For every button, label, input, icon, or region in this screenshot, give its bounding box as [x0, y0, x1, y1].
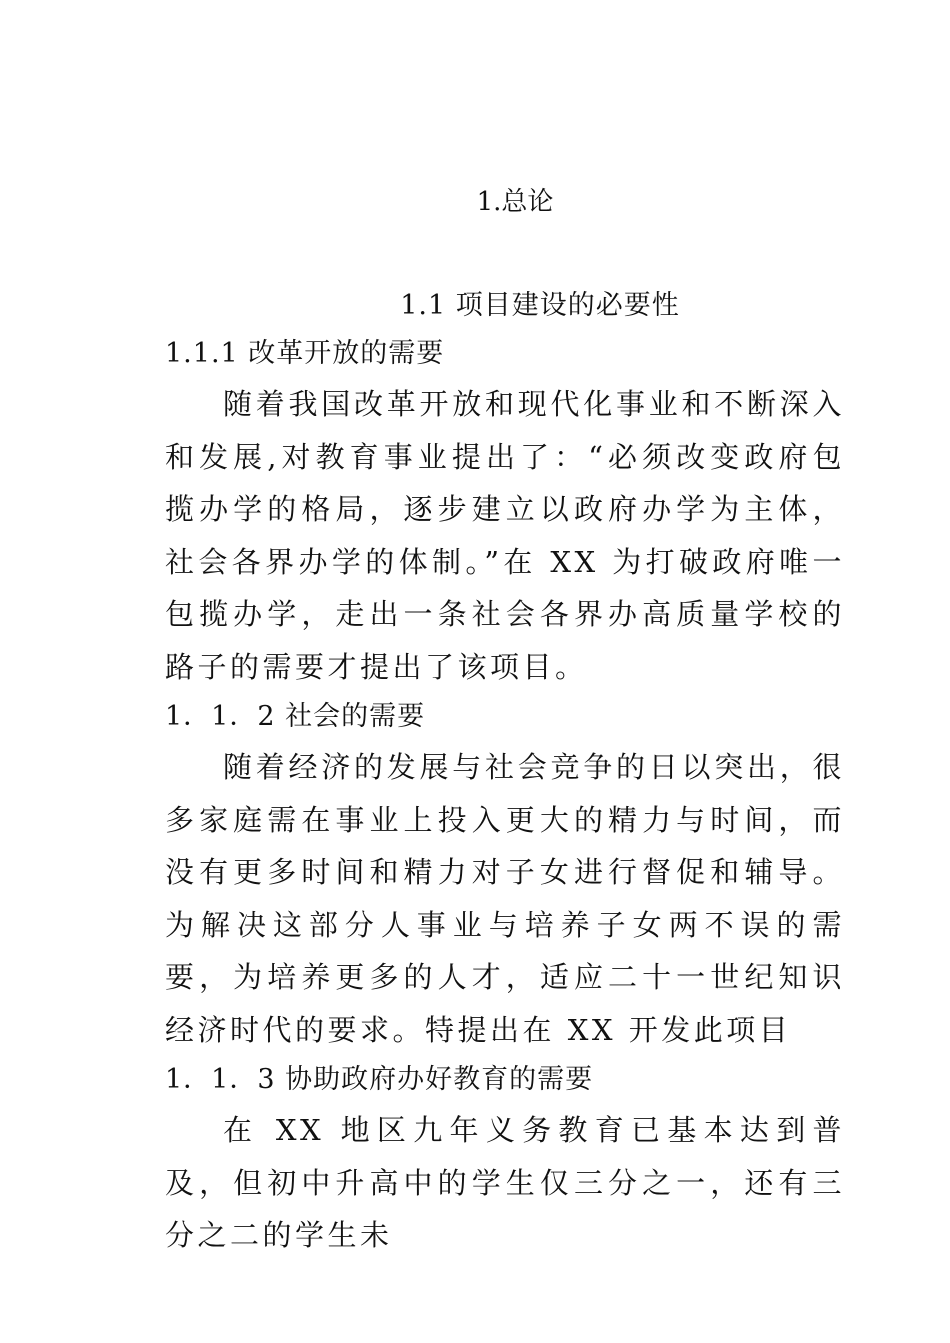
paragraph-government: 在 XX 地区九年义务教育已基本达到普及，但初中升高中的学生仅三分之一，还有三分之二的学生未: [165, 1113, 845, 1252]
paragraph-reform: 随着我国改革开放和现代化事业和不断深入和发展,对教育事业提出了：“必须改变政府包揽办学的格局，逐步建立以政府办学为主体，社会各界办学的体制。”在 XX 为打破政府唯一包揽办学，走出一条社会各界办高质量学校的路子的需要才提出了该项目。: [165, 387, 845, 684]
subsection-heading-reform: 1.1.1 改革开放的需要: [165, 338, 445, 369]
section-title: 1.1 项目建设的必要性: [400, 290, 680, 321]
chapter-title: 1.总论: [476, 187, 554, 217]
body-content: [165, 330, 845, 1262]
subsection-heading-government: 1．1．3 协助政府办好教育的需要: [165, 1064, 594, 1095]
paragraph-society: 随着经济的发展与社会竞争的日以突出，很多家庭需在事业上投入更大的精力与时间，而没有更多时间和精力对子女进行督促和辅导。为解决这部分人事业与培养子女两不误的需要，为培养更多的人才，适应二十一世纪知识经济时代的要求。特提出在 XX 开发此项目: [165, 750, 845, 1047]
subsection-heading-society: 1．1．2 社会的需要: [165, 701, 426, 732]
